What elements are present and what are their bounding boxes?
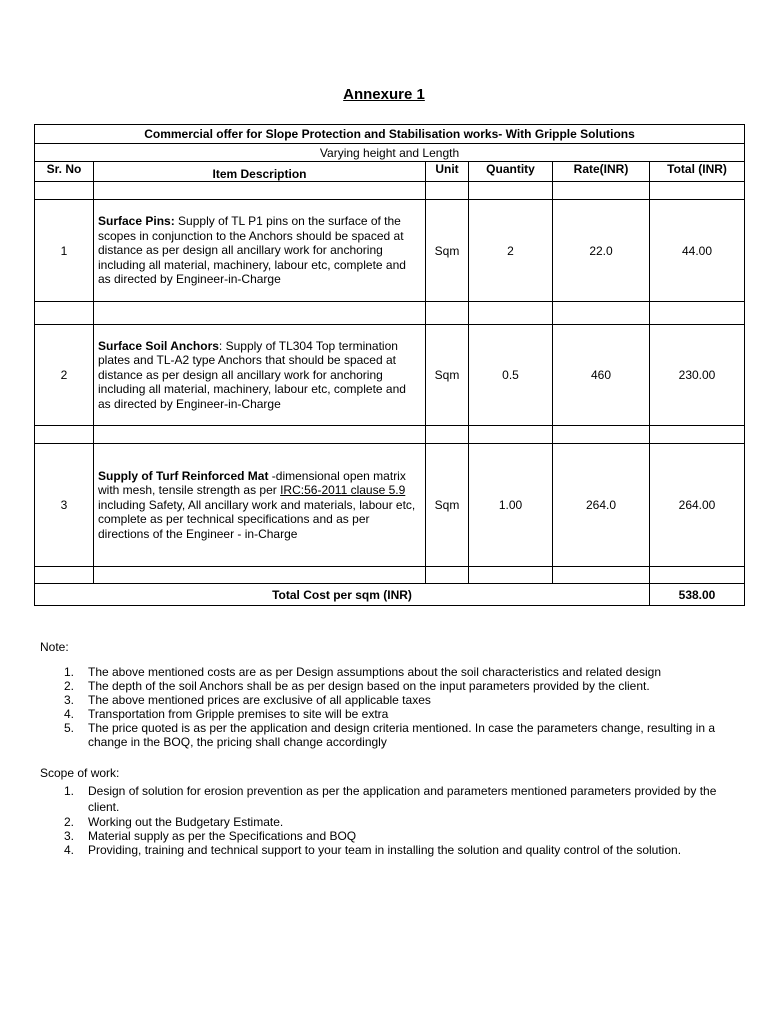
page-title: Annexure 1 <box>343 86 425 103</box>
total-row <box>35 584 745 606</box>
item-name: Supply of Turf Reinforced Mat <box>98 468 269 483</box>
sr-no-cell: 2 <box>35 325 94 426</box>
col-header-total: Total (INR) <box>650 162 745 182</box>
total-cost-label: Total Cost per sqm (INR) <box>35 584 650 606</box>
table-subheading: Varying height and Length <box>35 144 745 162</box>
col-header-quantity: Quantity <box>469 162 553 182</box>
spacer-row <box>35 182 745 200</box>
total-cell: 230.00 <box>650 325 745 426</box>
item-text-after: including Safety, All ancillary work and materials, labour etc, complete as per technical specifications and as per directions of the Engineer - in-Charge <box>98 497 416 541</box>
item-description-cell <box>94 200 426 302</box>
table-heading: Commercial offer for Slope Protection and Stabilisation works- With Gripple Solutions <box>35 125 745 144</box>
list-item: 3. Material supply as per the Specifications and BOQ <box>64 829 357 843</box>
table-row <box>35 325 745 426</box>
quantity-cell: 1.00 <box>469 444 553 567</box>
spacer-row <box>35 567 745 584</box>
scope-heading: Scope of work: <box>40 766 120 780</box>
scope-list <box>40 783 740 857</box>
unit-cell: Sqm <box>426 444 469 567</box>
list-item: 1. The above mentioned costs are as per Design assumptions about the soil characteristics and related design <box>64 665 661 679</box>
item-description-cell <box>94 325 426 426</box>
total-cost-value: 538.00 <box>650 584 745 606</box>
table-subheading-row <box>35 144 745 162</box>
spacer-row <box>35 426 745 444</box>
item-name: Surface Pins: <box>98 214 175 229</box>
standard-reference-link[interactable]: IRC:56-2011 clause 5.9 <box>280 483 406 498</box>
col-header-unit: Unit <box>426 162 469 182</box>
total-cell: 44.00 <box>650 200 745 302</box>
col-header-rate: Rate(INR) <box>553 162 650 182</box>
sr-no-cell: 1 <box>35 200 94 302</box>
sr-no-cell: 3 <box>35 444 94 567</box>
item-description-cell <box>94 444 426 567</box>
spacer-row <box>35 302 745 325</box>
list-item: 2. Working out the Budgetary Estimate. <box>64 815 284 829</box>
item-text: Supply of TL P1 pins on the surface of the scopes in conjunction to the Anchors should be spaced at distance as per design all ancillary work for anchoring including all material, machinery, labour etc, complete and as directed by Engineer-in-Charge <box>98 214 406 287</box>
list-item: 3. The above mentioned prices are exclusive of all applicable taxes <box>64 693 431 707</box>
notes-heading: Note: <box>40 640 69 654</box>
list-item: 2. The depth of the soil Anchors shall be as per design based on the input parameters provided by the client. <box>64 679 650 693</box>
list-item: 5. The price quoted is as per the application and design criteria mentioned. In case the parameters change, resulting in a change in the BOQ, the pricing shall change accordingly <box>64 721 716 749</box>
table-row <box>35 444 745 567</box>
list-item: 4. Providing, training and technical support to your team in installing the solution and quality control of the solution. <box>64 843 682 857</box>
col-header-item-description: Item Description <box>94 162 426 182</box>
unit-cell: Sqm <box>426 200 469 302</box>
rate-cell: 264.0 <box>553 444 650 567</box>
table-heading-row <box>35 125 745 144</box>
list-item: 4. Transportation from Gripple premises to site will be extra <box>64 707 389 721</box>
quantity-cell: 2 <box>469 200 553 302</box>
item-text: : Supply of TL304 Top termination plates and TL-A2 type Anchors that should be spaced at distance as per design all ancillary work for anchoring including all material, machinery, labour etc, complete and as directed by Engineer-in-Charge <box>98 338 406 411</box>
rate-cell: 22.0 <box>553 200 650 302</box>
item-text-before: -dimensional open matrix with mesh, tensile strength as per <box>98 468 406 498</box>
item-name: Surface Soil Anchors <box>98 338 219 353</box>
quantity-cell: 0.5 <box>469 325 553 426</box>
list-item: 1. Design of solution for erosion prevention as per the application and parameters mentioned parameters provided by the client. <box>64 784 717 814</box>
total-cell: 264.00 <box>650 444 745 567</box>
notes-list <box>40 665 720 749</box>
commercial-offer-table <box>34 124 745 606</box>
rate-cell: 460 <box>553 325 650 426</box>
unit-cell: Sqm <box>426 325 469 426</box>
table-row <box>35 200 745 302</box>
col-header-sr-no: Sr. No <box>35 162 94 182</box>
table-header-row <box>35 162 745 182</box>
